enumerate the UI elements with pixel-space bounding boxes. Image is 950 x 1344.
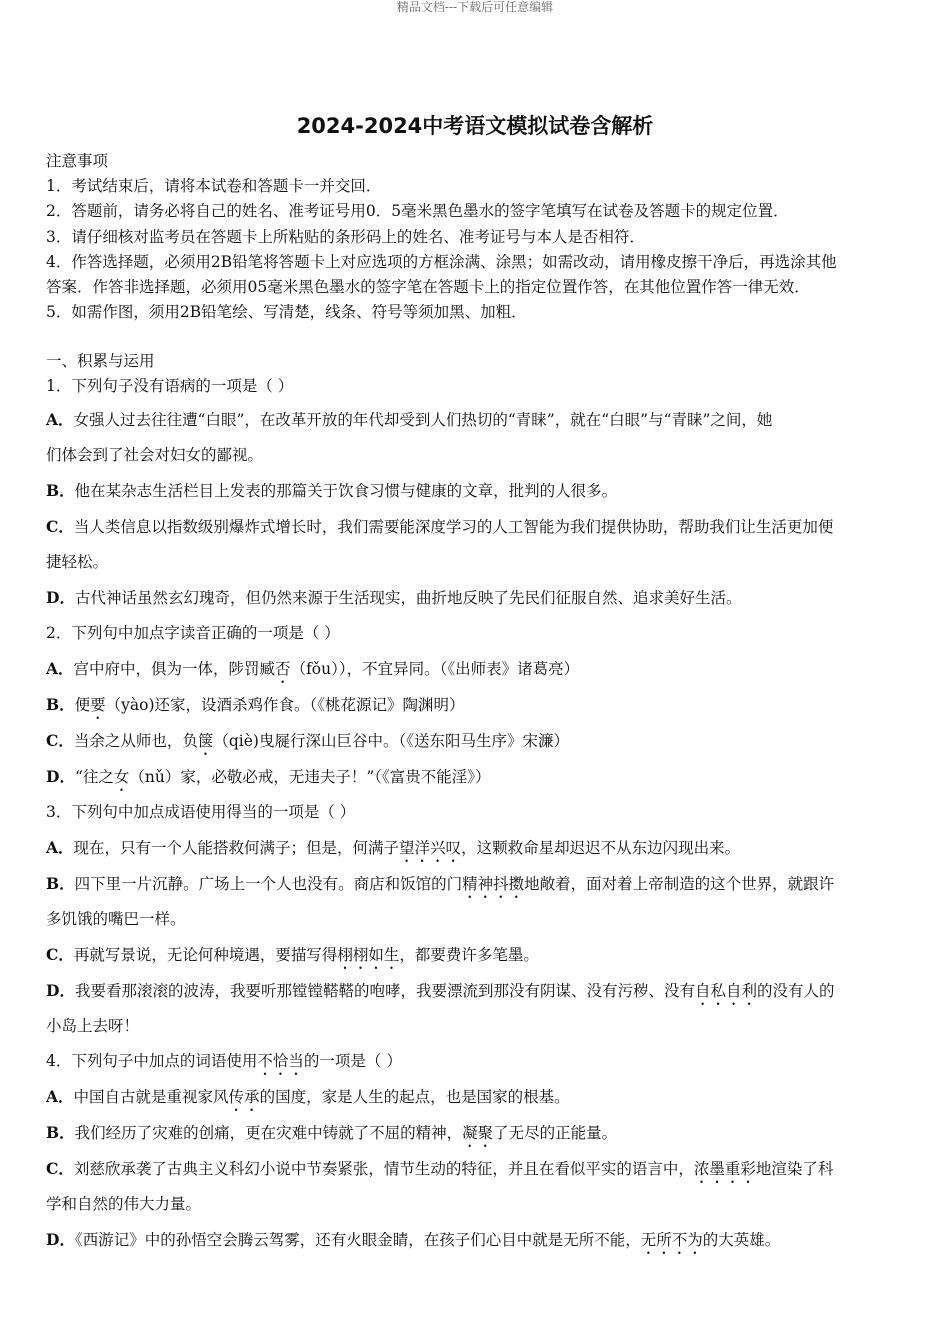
q1-option-a [46, 402, 900, 438]
option-text: 古代神话虽然玄幻瑰奇，但仍然来源于生活现实，曲折地反映了先民们征服自然、追求美好生活。 [74, 589, 742, 608]
note-item: 答案．作答非选择题，必须用05毫米黑色墨水的签字笔在答题卡上的指定位置作答，在其他位置作答一律无效． [46, 278, 810, 297]
dotted-char: 否 [275, 660, 291, 679]
stem-text: 4．下列句子中加点的词语使用 [46, 1052, 258, 1071]
option-letter: D． [46, 588, 75, 608]
question-3-stem: 3．下列句中加点成语使用得当的一项是（ ） [46, 803, 356, 822]
option-letter: A． [46, 1087, 74, 1107]
note-item: 1．考试结束后，请将本试卷和答题卡一并交回． [46, 177, 382, 196]
option-text: 了无尽的正能量。 [493, 1124, 618, 1143]
q4-option-b [46, 1115, 900, 1151]
stem-text: 的一项是（ ） [303, 1052, 402, 1071]
note-item: 5．如需作图，须用2B铅笔绘、写清楚，线条、符号等须加黑、加粗． [46, 303, 527, 322]
note-item: 2．答题前，请务必将自己的姓名、准考证号用0．5毫米黑色墨水的签字笔填写在试卷及答题卡的规定位置． [46, 202, 789, 221]
q4-option-c-cont: 学和自然的伟大力量。 [46, 1195, 202, 1214]
dotted-idiom: 自私自利 [694, 982, 757, 1001]
option-text: 的国度，家是人生的起点，也是国家的根基。 [259, 1088, 570, 1107]
option-letter: B． [46, 481, 75, 501]
page-title: 2024-2024中考语文模拟试卷含解析 [296, 114, 654, 138]
dotted-idiom: 望洋兴叹 [399, 839, 462, 858]
q3-option-d-cont: 小岛上去呀！ [46, 1017, 140, 1036]
dotted-char: 箧 [197, 732, 214, 751]
option-text: 地敞着，面对着上帝制造的这个世界，就跟许 [524, 875, 835, 894]
option-text: （fǒu）），不宜异同。（《出师表》诸葛亮） [290, 660, 580, 679]
option-letter: D． [46, 981, 75, 1001]
q3-option-d [46, 973, 900, 1009]
section-heading: 一、积累与运用 [46, 352, 155, 371]
dotted-word: 传承 [228, 1088, 260, 1107]
q1-option-c-cont: 捷轻松。 [46, 553, 109, 572]
option-text: 女强人过去往往遭“白眼”，在改革开放的年代却受到人们热切的“青睐”，就在“白眼”与“青睐”之间，她 [73, 411, 773, 430]
q3-option-b [46, 866, 900, 902]
dotted-word: 浓墨重彩 [693, 1160, 756, 1179]
q2-option-b [46, 687, 900, 723]
option-letter: C． [46, 731, 74, 751]
option-text: 中国自古就是重视家风 [73, 1088, 229, 1107]
question-2-stem: 2．下列句中加点字读音正确的一项是（ ） [46, 624, 340, 643]
option-text: ，都要费许多笔墨。 [399, 946, 539, 965]
dotted-char: 要 [90, 696, 106, 715]
q2-option-a [46, 651, 900, 687]
dotted-word: 不恰当 [257, 1052, 304, 1071]
question-4-stem [46, 1044, 900, 1079]
option-letter: C． [46, 517, 74, 537]
q1-option-b [46, 473, 900, 509]
question-1-stem: 1．下列句子没有语病的一项是（ ） [46, 377, 294, 396]
option-letter: A． [46, 659, 74, 679]
q4-option-c [46, 1151, 900, 1187]
q2-option-c [46, 723, 900, 759]
option-text: 我们经历了灾难的创痛，更在灾难中铸就了不屈的精神， [74, 1124, 463, 1143]
q4-option-a [46, 1079, 900, 1115]
dotted-word: 凝聚 [462, 1124, 494, 1143]
option-text: 便 [74, 696, 91, 715]
q4-option-d [46, 1222, 900, 1258]
notes-heading: 注意事项 [46, 152, 109, 170]
q3-option-b-cont: 多饥饿的嘴巴一样。 [46, 910, 186, 929]
option-text: 当余之从师也，负 [73, 732, 198, 751]
note-item: 4．作答选择题，必须用2B铅笔将答题卡上对应选项的方框涂满、涂黑；如需改动，请用橡皮擦干净后，再选涂其他 [46, 252, 837, 271]
option-text: 我要看那滚滚的波涛，我要听那镗镗鞳鞳的咆哮，我要漂流到那没有阴谋、没有污秽、没有 [74, 982, 695, 1001]
option-letter: B． [46, 1123, 75, 1143]
option-letter: C． [46, 945, 74, 965]
option-text: （yào)还家，设酒杀鸡作食。（《桃花源记》陶渊明） [105, 696, 465, 715]
option-letter: C． [46, 1159, 74, 1179]
q3-option-c [46, 937, 900, 973]
option-text: 他在某杂志生活栏目上发表的那篇关于饮食习惯与健康的文章，批判的人很多。 [74, 482, 618, 501]
option-text: ，这颗救命星却迟迟不从东边闪现出来。 [461, 839, 741, 858]
option-letter: D． [46, 1230, 75, 1250]
q1-option-a-cont: 们体会到了社会对妇女的鄙视。 [46, 446, 264, 465]
option-text: 地渲染了科 [755, 1160, 834, 1179]
option-text: 再就写景说，无论何种境遇，要描写得 [73, 946, 338, 965]
option-text: 当人类信息以指数级别爆炸式增长时，我们需要能深度学习的人工智能为我们提供协助，帮助我们让生活更加便 [73, 518, 834, 537]
q2-option-d [46, 759, 900, 795]
option-letter: B． [46, 874, 75, 894]
option-letter: A． [46, 410, 74, 430]
option-text: 的大英雄。 [702, 1231, 781, 1250]
option-text: 的没有人的 [756, 982, 835, 1001]
option-letter: A． [46, 838, 74, 858]
option-text: 宫中府中，俱为一体，陟罚臧 [73, 660, 276, 679]
q1-option-c [46, 509, 900, 545]
option-text: 《西游记》中的孙悟空会腾云驾雾，还有火眼金睛，在孩子们心目中就是无所不能， [74, 1231, 641, 1250]
option-text: （qiè)曳屣行深山巨谷中。（《送东阳马生序》宋濂） [213, 732, 569, 751]
dotted-idiom: 栩栩如生 [337, 946, 400, 965]
q3-option-a [46, 830, 900, 866]
note-item: 3．请仔细核对监考员在答题卡上所粘贴的条形码上的姓名、准考证号与本人是否相符． [46, 227, 645, 246]
dotted-word: 无所不为 [640, 1231, 703, 1250]
option-text: “往之 [74, 768, 114, 787]
document-body [46, 149, 900, 1258]
dotted-char: 女 [113, 768, 130, 787]
dotted-idiom: 精神抖擞 [462, 875, 525, 894]
option-text: 刘慈欣承袭了古典主义科幻小说中节奏紧张，情节生动的特征，并且在看似平实的语言中， [73, 1160, 694, 1179]
page-header: 精品文档---下载后可任意编辑 [396, 0, 554, 14]
option-letter: D． [46, 767, 75, 787]
option-text: 四下里一片沉静。广场上一个人也没有。商店和饭馆的门 [74, 875, 463, 894]
q1-option-d [46, 580, 900, 616]
option-text: （nǔ）家，必敬必戒，无违夫子！”（《富贵不能淫》） [129, 768, 491, 787]
option-letter: B． [46, 695, 75, 715]
option-text: 现在，只有一个人能搭救何满子；但是，何满子 [73, 839, 400, 858]
